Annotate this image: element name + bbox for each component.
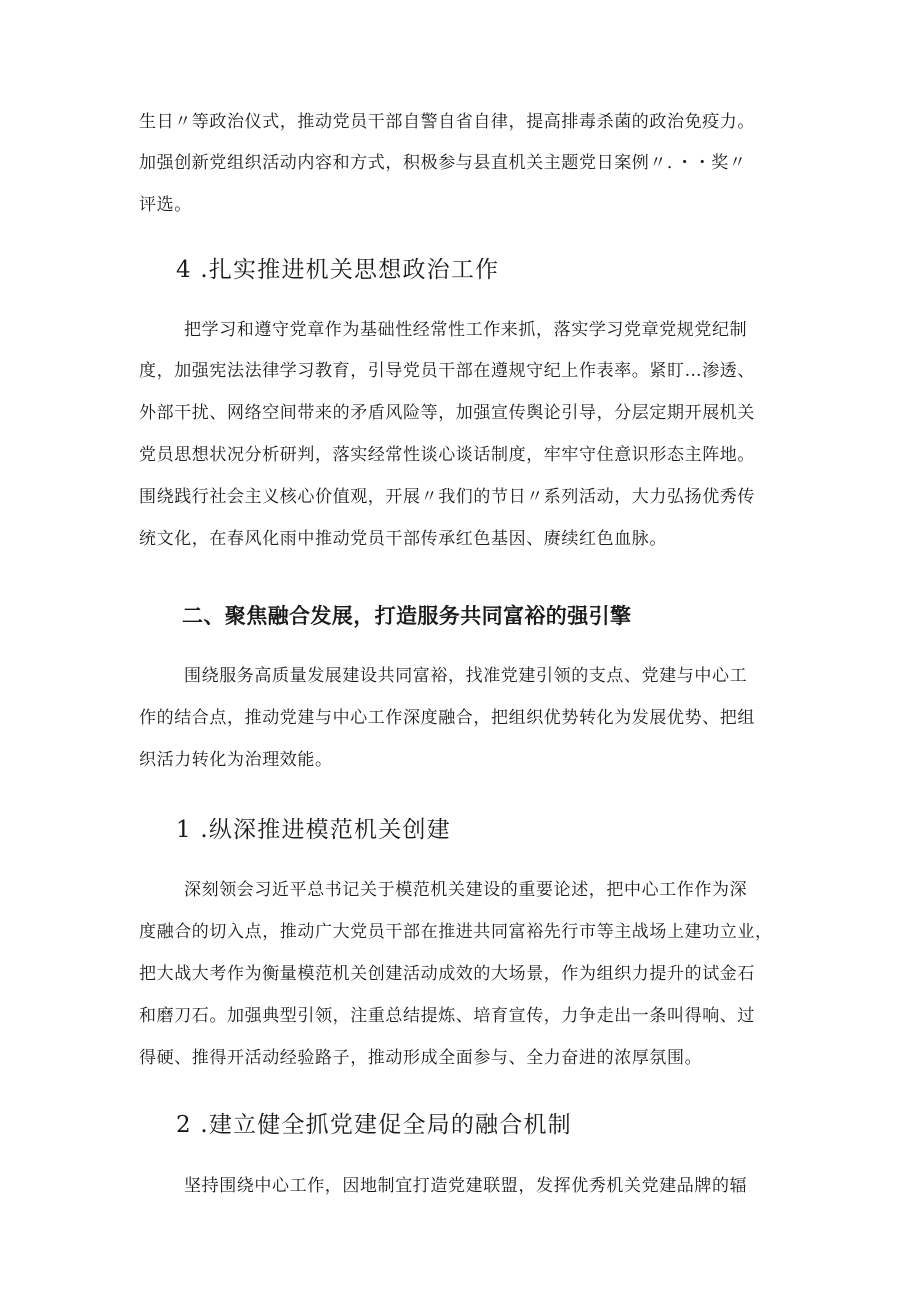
section-heading: 2 .建立健全抓党建促全局的融合机制 (176, 1112, 572, 1138)
paragraph-line: 加强创新党组织活动内容和方式，积极参与县直机关主题党日案例〃．・・奖〃 (139, 153, 747, 173)
paragraph-line: 度，加强宪法法律学习教育，引导党员干部在遵规守纪上作表率。紧盯…渗透、 (139, 361, 755, 381)
paragraph-line: 度融合的切入点，推动广大党员干部在推进共同富裕先行市等主战场上建功立业， (139, 922, 773, 942)
paragraph-line: 织活力转化为治理效能。 (139, 750, 333, 770)
paragraph-line: 党员思想状况分析研判，落实经常性谈心谈话制度，牢牢守住意识形态主阵地。 (139, 445, 755, 465)
paragraph-line: 坚持围绕中心工作，因地制宜打造党建联盟，发挥优秀机关党建品牌的辐 (184, 1176, 748, 1196)
paragraph-line: 作的结合点，推动党建与中心工作深度融合，把组织优势转化为发展优势、把组 (139, 708, 755, 728)
paragraph-line: 把大战大考作为衡量模范机关创建活动成效的大场景，作为组织力提升的试金石 (139, 964, 755, 984)
paragraph-line: 生日〃等政治仪式，推动党员干部自警自省自律，提高排毒杀菌的政治免疫力。 (139, 112, 755, 132)
paragraph-line: 和磨刀石。加强典型引领，注重总结提炼、培育宣传，力争走出一条叫得响、过 (139, 1006, 755, 1026)
paragraph-line: 统文化，在春风化雨中推动党员干部传承红色基因、赓续红色血脉。 (139, 529, 667, 549)
section-heading: 4 .扎实推进机关思想政治工作 (176, 257, 500, 283)
paragraph-line: 把学习和遵守党章作为基础性经常性工作来抓，落实学习党章党规党纪制 (184, 320, 748, 340)
paragraph-line: 围绕服务高质量发展建设共同富裕，找准党建引领的支点、党建与中心工 (184, 666, 748, 686)
part-heading: 二、聚焦融合发展，打造服务共同富裕的强引擎 (182, 604, 632, 628)
paragraph-line: 评选。 (139, 195, 192, 215)
paragraph-line: 外部干扰、网络空间带来的矛盾风险等，加强宣传舆论引导，分层定期开展机关 (139, 403, 755, 423)
section-heading: 1 .纵深推进模范机关创建 (176, 817, 451, 843)
paragraph-line: 深刻领会习近平总书记关于模范机关建设的重要论述，把中心工作作为深 (184, 880, 748, 900)
paragraph-line: 围绕践行社会主义核心价值观，开展〃我们的节日〃系列活动，大力弘扬优秀传 (139, 487, 755, 507)
paragraph-line: 得硬、推得开活动经验路子，推动形成全面参与、全力奋进的浓厚氛围。 (139, 1048, 703, 1068)
